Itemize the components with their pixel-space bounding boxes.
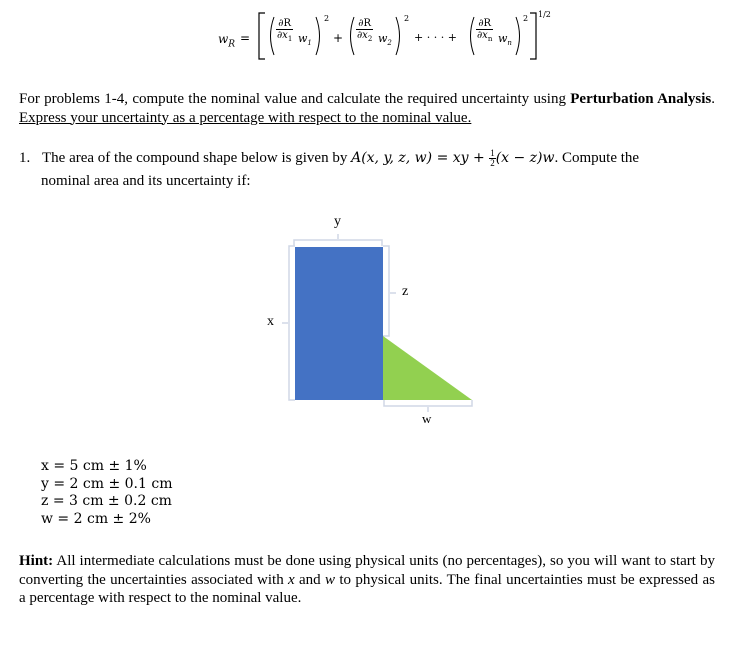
blue-rectangle xyxy=(295,247,383,400)
intro-paragraph: For problems 1-4, compute the nominal value and calculate the required uncertainty using Perturbation Analysis. Express your uncertainty as a percentage with respect to the nominal value. xyxy=(19,91,716,126)
ellipsis: + · · · + xyxy=(414,31,457,44)
outer-exponent: 1/2 xyxy=(538,10,551,19)
label-y: y xyxy=(334,214,341,229)
left-paren-icon xyxy=(466,16,476,56)
term1-exponent: 2 xyxy=(324,14,330,23)
z-dimension-bracket xyxy=(383,246,389,336)
right-paren-icon xyxy=(314,16,324,56)
termn-fraction: $\frac{\partial R}{\partial x_n}$ xyxy=(477,18,493,43)
value-w: w = 2 cm ± 2% xyxy=(41,510,151,527)
label-w: w xyxy=(422,411,432,426)
left-paren-icon xyxy=(266,16,276,56)
problem-1-line2: nominal area and its uncertainty if: xyxy=(41,173,251,189)
term2-weight: $w_2$ xyxy=(378,32,392,48)
problem-number: 1. xyxy=(19,150,31,166)
values-list xyxy=(41,458,172,528)
w-dimension-bracket xyxy=(384,400,472,406)
term2-exponent: 2 xyxy=(404,14,410,23)
value-x: x = 5 cm ± 1% xyxy=(41,458,147,474)
formula-equals: = xyxy=(240,31,251,45)
right-paren-icon xyxy=(394,16,404,56)
term2-fraction: $\frac{\partial R}{\partial x_2}$ xyxy=(357,18,373,43)
termn-weight: $w_n$ xyxy=(498,32,512,48)
label-z: z xyxy=(402,284,409,299)
green-triangle xyxy=(383,336,472,400)
plus-sign: + xyxy=(333,31,344,45)
termn-exponent: 2 xyxy=(523,14,529,23)
term1-fraction: $\frac{\partial R}{\partial x_1}$ xyxy=(277,18,293,43)
hint-paragraph: Hint: All intermediate calculations must be done using physical units (no percentages), so you will want to start by converting the uncertainties associated with x and w to physical units. The final uncertainties must be expressed as a percentage with respect to the nominal value. xyxy=(19,553,715,606)
right-bracket-icon xyxy=(527,12,539,60)
x-dimension-bracket xyxy=(289,246,295,400)
term1-weight: $w_1$ xyxy=(298,32,312,48)
label-x: x xyxy=(267,314,274,329)
uncertainty-formula xyxy=(218,10,558,66)
formula-lhs: $w_R$ xyxy=(218,32,236,50)
value-z: z = 3 cm ± 0.2 cm xyxy=(41,493,172,509)
left-paren-icon xyxy=(346,16,356,56)
problem-1-line1: 1. The area of the compound shape below is given by A(x, y, z, w) = xy + $\frac{1}{2}$ (x − z)w. Compute the xyxy=(19,148,640,169)
value-y: y = 2 cm ± 0.1 cm xyxy=(41,475,173,492)
y-dimension-bracket xyxy=(294,240,382,246)
compound-shape-figure xyxy=(260,210,490,430)
